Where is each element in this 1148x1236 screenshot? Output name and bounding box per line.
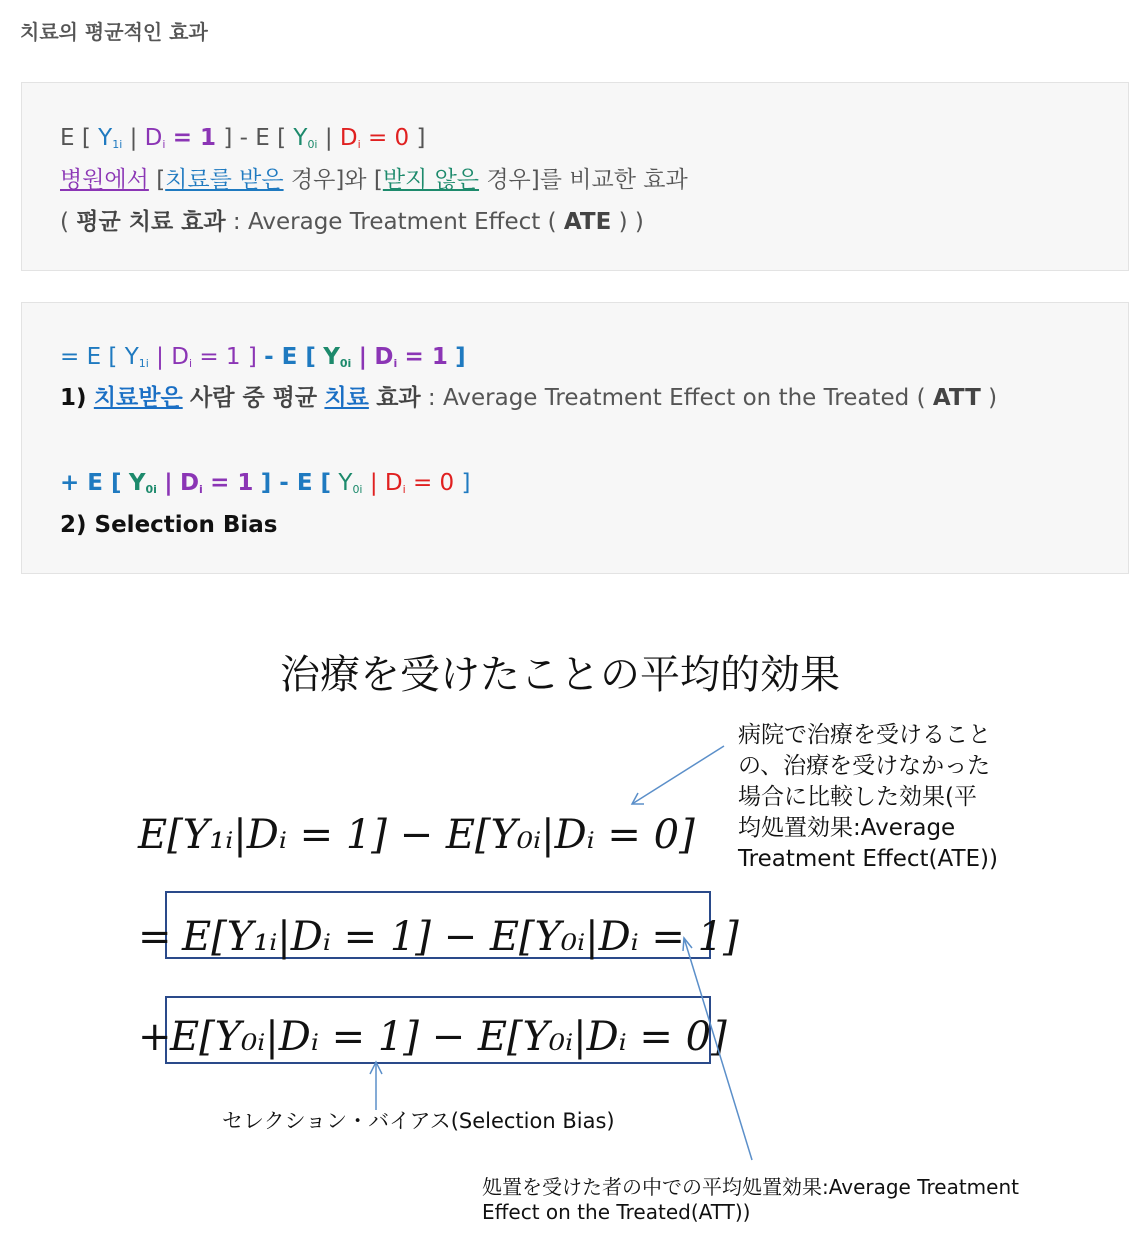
eq-bar: | bbox=[156, 344, 164, 370]
bracket: [ bbox=[373, 167, 383, 193]
selection-bias-label: 2) Selection Bias bbox=[60, 512, 278, 538]
eq-mid-sign: = bbox=[138, 914, 172, 960]
eq-d: D bbox=[339, 125, 358, 151]
eq-bot: E[Y₀ᵢ|Dᵢ = 1] − E[Y₀ᵢ|Dᵢ = 0] bbox=[170, 1014, 727, 1060]
eq-y1-sub: 1i bbox=[138, 357, 149, 370]
eq-y0-sub: 0i bbox=[307, 138, 318, 151]
paren: ) bbox=[988, 385, 998, 411]
eq-y0-sub: 0i bbox=[352, 483, 363, 496]
eq-y0: Y bbox=[293, 125, 308, 151]
eq-text: ] bbox=[455, 344, 466, 370]
ate-decomposition-figure bbox=[0, 620, 1148, 1236]
ate-note-line: Treatment Effect(ATE)) bbox=[738, 846, 998, 872]
item-number: 1) bbox=[60, 385, 87, 411]
eq-text: ] - E [ bbox=[223, 125, 287, 151]
eq-value-1: = 1 bbox=[210, 470, 254, 496]
ate-english-label: Average Treatment Effect ( bbox=[248, 209, 557, 235]
ate-definition-box bbox=[21, 82, 1129, 271]
att-english-label: Average Treatment Effect on the Treated ( bbox=[443, 385, 926, 411]
ate-korean-label: 평균 치료 효과 bbox=[76, 209, 226, 235]
eq-d-sub: i bbox=[162, 138, 166, 151]
ate-label bbox=[60, 207, 644, 237]
eq-y0: Y bbox=[338, 470, 353, 496]
ate-abbr: ATE bbox=[563, 209, 612, 235]
eq-d-sub: i bbox=[188, 357, 192, 370]
eq-bar: | bbox=[164, 470, 173, 496]
eq-d: D bbox=[171, 344, 189, 370]
eq-d: D bbox=[144, 125, 163, 151]
eq-value-1: = 1 bbox=[172, 125, 217, 151]
eq-bar: | bbox=[324, 125, 333, 151]
ate-note-line: 均処置効果:Average bbox=[738, 815, 956, 841]
eq-top: E[Y₁ᵢ|Dᵢ = 1] − E[Y₀ᵢ|Dᵢ = 0] bbox=[138, 812, 695, 858]
att-note-line: 処置を受けた者の中での平均処置効果:Average Treatment bbox=[482, 1175, 1019, 1199]
eq-bar: | bbox=[369, 470, 378, 496]
figure-title: 治療を受けたことの平均的効果 bbox=[280, 652, 840, 698]
colon: : bbox=[225, 209, 248, 235]
eq-text: + E [ bbox=[60, 470, 122, 496]
ate-explanation bbox=[60, 165, 688, 195]
eq-text: - E [ bbox=[264, 344, 316, 370]
att-label bbox=[60, 383, 997, 413]
ate-note-line: の、治療を受けなかった bbox=[738, 753, 991, 779]
eq-y0-sub: 0i bbox=[339, 357, 352, 370]
ate-note-line: 場合に比較した効果(平 bbox=[738, 784, 977, 810]
eq-y0-sub: 0i bbox=[145, 483, 157, 496]
eq-y1-sub: 1i bbox=[112, 138, 123, 151]
att-abbr: ATT bbox=[932, 385, 981, 411]
eq-text: = E [ bbox=[60, 344, 118, 370]
att-korean-text: 사람 중 평균 bbox=[190, 385, 318, 411]
eq-bar: | bbox=[129, 125, 138, 151]
paren: ) ) bbox=[618, 209, 644, 235]
eq-text: ] bbox=[416, 125, 426, 151]
eq-d: D bbox=[179, 470, 200, 496]
untreated-text: 받지 않은 bbox=[382, 167, 480, 193]
eq-text: = 1 ] bbox=[199, 344, 257, 370]
paren: ( bbox=[60, 209, 69, 235]
ate-arrow-line bbox=[632, 746, 724, 804]
treat-text: 치료 bbox=[324, 385, 369, 411]
effect-text: 효과 bbox=[376, 385, 421, 411]
eq-text: E [ bbox=[60, 125, 91, 151]
bracket: [ bbox=[156, 167, 166, 193]
colon: : bbox=[420, 385, 443, 411]
eq-value-0: = 0 bbox=[367, 125, 410, 151]
treated-text: 치료받은 bbox=[93, 385, 183, 411]
eq-text: ] bbox=[461, 470, 471, 496]
treated-text: 치료를 받은 bbox=[165, 167, 284, 193]
eq-y0: Y bbox=[323, 344, 340, 370]
eq-y1: Y bbox=[98, 125, 113, 151]
eq-d-sub: i bbox=[402, 483, 406, 496]
eq-text: ] - E [ bbox=[260, 470, 332, 496]
eq-d: D bbox=[384, 470, 403, 496]
decomposition-box bbox=[21, 302, 1129, 574]
figure-svg bbox=[0, 620, 1148, 1236]
case-text: 경우]를 비교한 효과 bbox=[486, 167, 688, 193]
eq-bar: | bbox=[358, 344, 368, 370]
eq-d-sub: i bbox=[199, 483, 203, 496]
eq-d-sub: i bbox=[393, 357, 398, 370]
eq-y0: Y bbox=[128, 470, 146, 496]
case-text: 경우]와 bbox=[290, 167, 367, 193]
ate-equation bbox=[60, 123, 425, 160]
eq-bot-sign: + bbox=[138, 1014, 172, 1060]
ate-note-line: 病院で治療を受けること bbox=[738, 722, 991, 748]
page-title: 치료의 평균적인 효과 bbox=[20, 20, 208, 44]
bias-note: セレクション・バイアス(Selection Bias) bbox=[222, 1109, 615, 1133]
att-note-line: Effect on the Treated(ATT)) bbox=[482, 1200, 751, 1224]
eq-d-sub: i bbox=[357, 138, 361, 151]
eq-mid: E[Y₁ᵢ|Dᵢ = 1] − E[Y₀ᵢ|Dᵢ = 1] bbox=[182, 914, 739, 960]
eq-y1: Y bbox=[124, 344, 139, 370]
hospital-text: 병원에서 bbox=[60, 167, 149, 193]
bias-equation bbox=[60, 468, 470, 505]
eq-d: D bbox=[374, 344, 394, 370]
eq-value-1: = 1 bbox=[404, 344, 448, 370]
att-equation bbox=[60, 342, 466, 379]
eq-value-0: = 0 bbox=[412, 470, 455, 496]
